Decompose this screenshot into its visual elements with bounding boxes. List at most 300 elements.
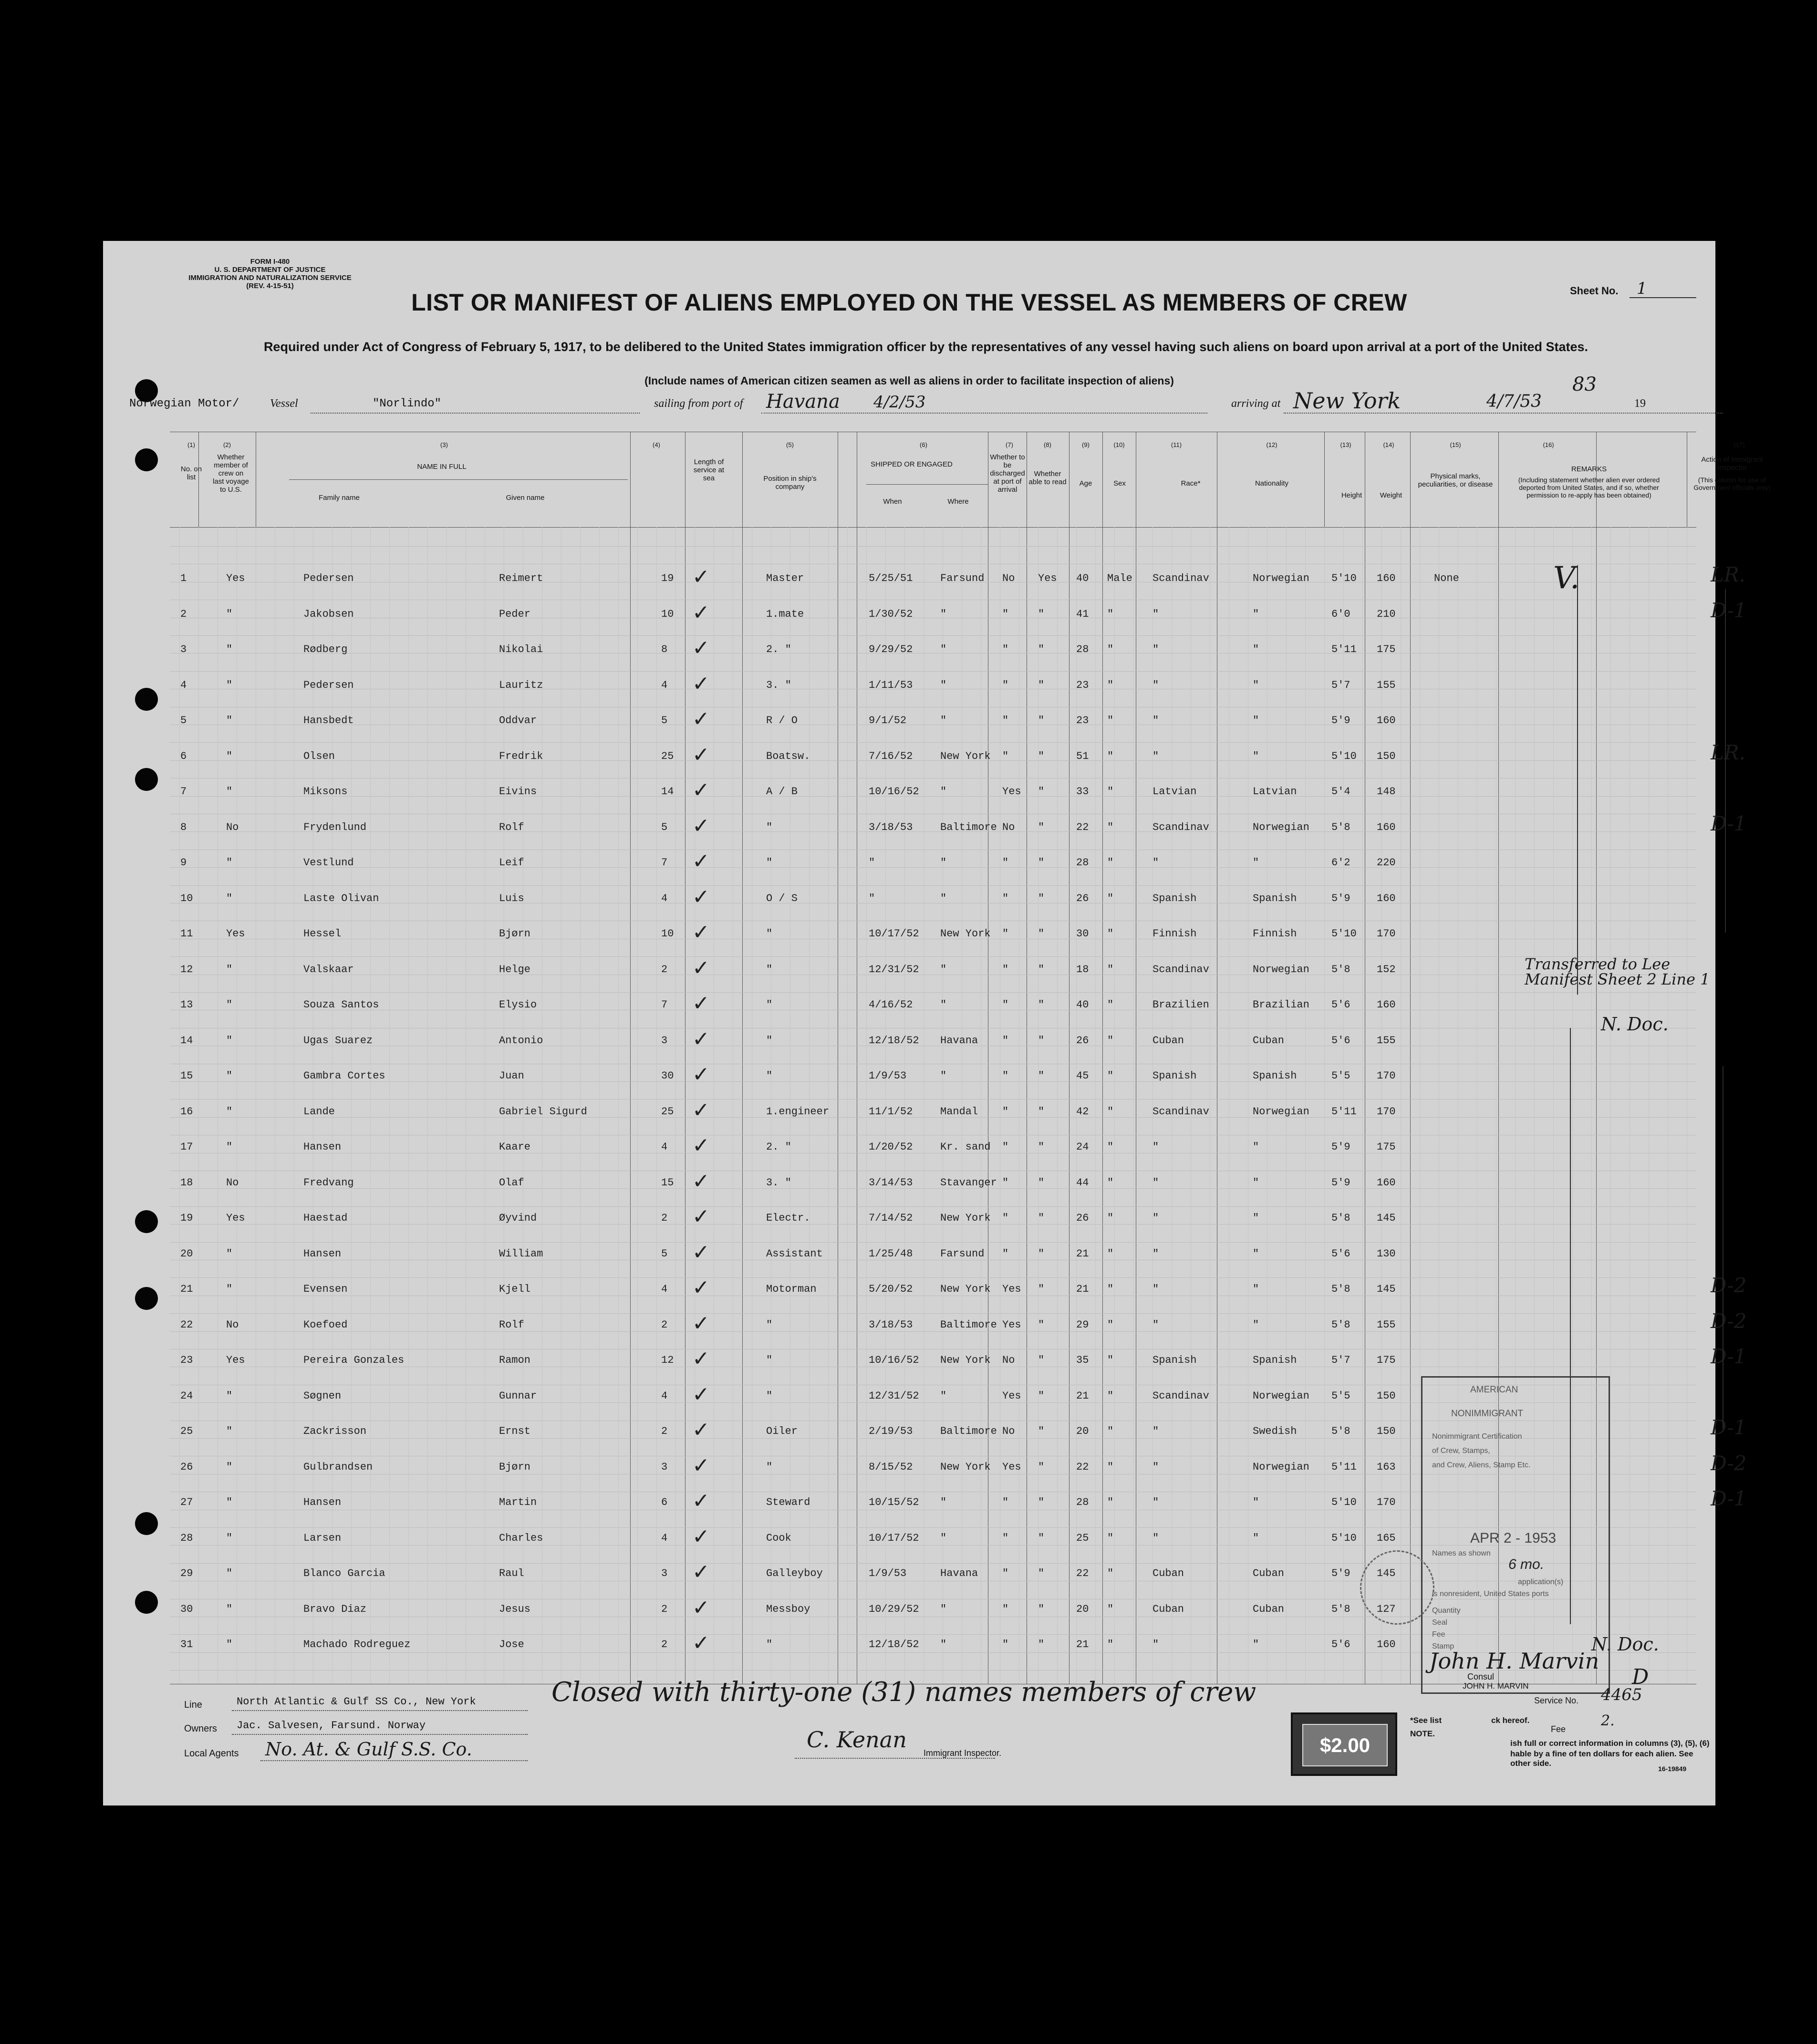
cell-num: 14 xyxy=(180,1034,193,1047)
cell-given: Charles xyxy=(499,1532,543,1544)
cell-num: 20 xyxy=(180,1247,193,1260)
cell-service: 12 xyxy=(661,1354,674,1366)
cell-num: 5 xyxy=(180,715,187,726)
cell-height: 5'11 xyxy=(1331,1461,1357,1473)
cell-num: 15 xyxy=(180,1070,193,1082)
cell-member: " xyxy=(226,1639,233,1650)
cell-when: 12/18/52 xyxy=(869,1639,919,1650)
column-number: (5) xyxy=(786,441,794,448)
cell-weight: 175 xyxy=(1377,1141,1396,1153)
sheet-number: 1 xyxy=(1637,279,1647,298)
cell-sex: " xyxy=(1107,1105,1114,1118)
cell-sex: " xyxy=(1107,1283,1114,1295)
cell-service: 10 xyxy=(661,928,674,940)
cell-nationality: " xyxy=(1253,1532,1259,1544)
cell-family: Olsen xyxy=(303,750,335,762)
cell-race: " xyxy=(1152,1532,1159,1544)
cell-where: " xyxy=(940,1070,947,1082)
cell-member: " xyxy=(226,643,233,655)
cell-race: Scandinav xyxy=(1152,963,1209,975)
cell-num: 7 xyxy=(180,786,187,798)
cell-member: " xyxy=(226,1141,233,1153)
cell-able-read: " xyxy=(1038,608,1045,620)
cell-family: Zackrisson xyxy=(303,1425,367,1437)
cell-height: 5'7 xyxy=(1331,679,1350,691)
cell-member: " xyxy=(226,857,233,869)
cell-given: Olaf xyxy=(499,1176,524,1189)
cell-family: Miksons xyxy=(303,786,348,798)
cell-sex: " xyxy=(1107,643,1114,655)
inspector-action-mark: D-1 xyxy=(1711,1345,1747,1368)
cell-family: Bravo Diaz xyxy=(303,1603,367,1615)
cell-height: 5'10 xyxy=(1331,1496,1357,1508)
cell-race: Spanish xyxy=(1152,1070,1197,1082)
cell-member: " xyxy=(226,892,233,904)
column-number: (6) xyxy=(920,441,927,448)
cell-sex: " xyxy=(1107,750,1114,762)
sheet-label: Sheet No. xyxy=(1570,285,1619,297)
cell-race: Scandinav xyxy=(1152,821,1209,833)
remark-no-doc-1: N. Doc. xyxy=(1601,1014,1669,1035)
cell-sex: " xyxy=(1107,1141,1114,1153)
cell-weight: 150 xyxy=(1377,1425,1396,1437)
cell-weight: 170 xyxy=(1377,1070,1396,1082)
header-able-read: Whether able to read xyxy=(1028,470,1067,486)
binder-hole xyxy=(135,448,158,471)
cell-age: 26 xyxy=(1076,1212,1089,1224)
cell-member: Yes xyxy=(226,572,245,584)
stamp-line: and Crew, Aliens, Stamp Etc. xyxy=(1432,1461,1531,1469)
check-mark-icon: ✓ xyxy=(692,600,710,625)
cell-height: 5'9 xyxy=(1331,1176,1350,1189)
cell-sex: " xyxy=(1107,1318,1114,1331)
cell-given: Ramon xyxy=(499,1354,531,1366)
cell-race: " xyxy=(1152,1283,1159,1295)
cell-family: Evensen xyxy=(303,1283,348,1295)
cell-service: 2 xyxy=(661,1212,668,1224)
cell-race: " xyxy=(1152,857,1159,869)
cell-race: Scandinav xyxy=(1152,572,1209,584)
cell-discharged: " xyxy=(1002,608,1009,620)
cell-sex: " xyxy=(1107,821,1114,833)
cell-where: " xyxy=(940,608,947,620)
cell-age: 29 xyxy=(1076,1318,1089,1331)
cell-discharged: " xyxy=(1002,679,1009,691)
cell-when: 7/14/52 xyxy=(869,1212,913,1224)
cell-family: Fredvang xyxy=(303,1176,354,1189)
name-header-rule xyxy=(289,479,628,480)
cell-weight: 160 xyxy=(1377,715,1396,726)
cell-given: Rolf xyxy=(499,821,524,833)
cell-discharged: " xyxy=(1002,1034,1009,1047)
vessel-name: "Norlindo" xyxy=(373,397,442,410)
table-row xyxy=(170,778,1696,805)
cell-weight: 155 xyxy=(1377,1318,1396,1331)
cell-discharged: " xyxy=(1002,892,1009,904)
table-row xyxy=(170,600,1696,627)
cell-position: " xyxy=(766,1639,773,1650)
column-number: (8) xyxy=(1044,441,1051,448)
cell-given: Reimert xyxy=(499,572,543,584)
binder-hole xyxy=(135,1210,158,1233)
cell-family: Laste Olivan xyxy=(303,892,379,904)
column-number: (17) xyxy=(1734,441,1745,448)
inspector-action-mark: LR. xyxy=(1711,563,1745,586)
cell-age: 42 xyxy=(1076,1105,1089,1118)
cell-sex: " xyxy=(1107,1070,1114,1082)
cell-given: Antonio xyxy=(499,1034,543,1047)
cell-service: 5 xyxy=(661,821,668,833)
page-title: LIST OR MANIFEST OF ALIENS EMPLOYED ON THE VESSEL AS MEMBERS OF CREW xyxy=(411,289,1407,316)
cell-given: Ernst xyxy=(499,1425,531,1437)
cell-member: " xyxy=(226,786,233,798)
cell-weight: 210 xyxy=(1377,608,1396,620)
cell-member: " xyxy=(226,1496,233,1508)
cell-weight: 160 xyxy=(1377,572,1396,584)
cell-num: 13 xyxy=(180,999,193,1011)
cell-weight: 175 xyxy=(1377,1354,1396,1366)
cell-discharged: " xyxy=(1002,1105,1009,1118)
cell-given: Elysio xyxy=(499,999,537,1011)
cell-service: 2 xyxy=(661,1639,668,1650)
header-nationality: Nationality xyxy=(1255,479,1289,488)
cell-position: " xyxy=(766,999,773,1011)
cell-family: Gambra Cortes xyxy=(303,1070,385,1082)
column-number: (12) xyxy=(1266,441,1277,448)
cell-height: 5'10 xyxy=(1331,572,1357,584)
cell-family: Frydenlund xyxy=(303,821,367,833)
cell-num: 9 xyxy=(180,857,187,869)
cell-able-read: " xyxy=(1038,750,1045,762)
cell-age: 22 xyxy=(1076,821,1089,833)
cell-able-read: " xyxy=(1038,1425,1045,1437)
cell-discharged: Yes xyxy=(1002,1461,1021,1473)
cell-member: " xyxy=(226,1105,233,1118)
cell-where: " xyxy=(940,963,947,975)
cell-discharged: " xyxy=(1002,1247,1009,1260)
cell-num: 8 xyxy=(180,821,187,833)
check-mark-icon: ✓ xyxy=(692,1347,710,1371)
cell-height: 5'6 xyxy=(1331,1247,1350,1260)
remark-transfer: Transferred to Lee Manifest Sheet 2 Line 1 xyxy=(1525,955,1710,988)
note-text: ish full or correct information in columns (3), (5), (6) xyxy=(1510,1739,1710,1748)
cell-discharged: " xyxy=(1002,963,1009,975)
year-label: 19 xyxy=(1634,397,1646,410)
cell-nationality: " xyxy=(1253,608,1259,620)
cell-where: " xyxy=(940,857,947,869)
consular-stamp xyxy=(1421,1376,1610,1694)
cell-family: Larsen xyxy=(303,1532,342,1544)
cell-discharged: " xyxy=(1002,1141,1009,1153)
cell-position: Cook xyxy=(766,1532,791,1544)
inspector-signature: C. Kenan xyxy=(807,1727,907,1753)
cell-race: " xyxy=(1152,1176,1159,1189)
cell-able-read: " xyxy=(1038,999,1045,1011)
cell-family: Pedersen xyxy=(303,572,354,584)
inspector-action-mark: D-2 xyxy=(1711,1451,1747,1475)
cell-discharged: " xyxy=(1002,750,1009,762)
cell-position: " xyxy=(766,1461,773,1473)
cell-member: No xyxy=(226,1176,239,1189)
cell-height: 5'10 xyxy=(1331,1532,1357,1544)
cell-age: 33 xyxy=(1076,786,1089,798)
stamp-line: application(s) xyxy=(1518,1578,1564,1586)
column-number: (11) xyxy=(1171,441,1182,448)
cell-race: " xyxy=(1152,643,1159,655)
cell-nationality: " xyxy=(1253,1247,1259,1260)
cell-given: Oddvar xyxy=(499,715,537,726)
cell-when: " xyxy=(869,857,875,869)
cell-when: 1/25/48 xyxy=(869,1247,913,1260)
cell-height: 5'9 xyxy=(1331,1141,1350,1153)
cell-family: Machado Rodreguez xyxy=(303,1639,411,1650)
cell-member: " xyxy=(226,1461,233,1473)
cell-where: Stavanger xyxy=(940,1176,997,1189)
line-underline xyxy=(232,1710,528,1711)
revision: (REV. 4-15-51) xyxy=(246,282,294,290)
cell-height: 5'5 xyxy=(1331,1070,1350,1082)
table-row xyxy=(170,813,1696,840)
cell-position: " xyxy=(766,1390,773,1402)
cell-nationality: Norwegian xyxy=(1253,1105,1309,1118)
stamp-line: NONIMMIGRANT xyxy=(1451,1409,1523,1419)
cell-where: Farsund xyxy=(940,1247,985,1260)
cell-nationality: Norwegian xyxy=(1253,572,1309,584)
column-number: (13) xyxy=(1340,441,1351,448)
cell-num: 31 xyxy=(180,1639,193,1650)
grid-rule xyxy=(170,1242,1696,1243)
cell-when: 8/15/52 xyxy=(869,1461,913,1473)
cell-position: Electr. xyxy=(766,1212,810,1224)
cell-weight: 220 xyxy=(1377,857,1396,869)
cell-able-read: " xyxy=(1038,1603,1045,1615)
cell-where: " xyxy=(940,1390,947,1402)
cell-where: Mandal xyxy=(940,1105,978,1118)
grid-rule xyxy=(170,1277,1696,1278)
check-mark-icon: ✓ xyxy=(692,849,710,873)
cell-height: 5'6 xyxy=(1331,1034,1350,1047)
cell-when: 3/18/53 xyxy=(869,821,913,833)
cell-weight: 130 xyxy=(1377,1247,1396,1260)
cell-able-read: " xyxy=(1038,1390,1045,1402)
cell-num: 18 xyxy=(180,1176,193,1189)
inspector-action-mark: D-1 xyxy=(1711,1487,1747,1510)
cell-weight: 152 xyxy=(1377,963,1396,975)
arriving-label: arriving at xyxy=(1231,397,1281,410)
cell-able-read: " xyxy=(1038,1176,1045,1189)
cell-sex: " xyxy=(1107,1425,1114,1437)
cell-sex: " xyxy=(1107,715,1114,726)
cell-when: 1/20/52 xyxy=(869,1141,913,1153)
grid-rule xyxy=(170,546,1696,547)
cell-race: " xyxy=(1152,1425,1159,1437)
cell-height: 5'5 xyxy=(1331,1390,1350,1402)
cell-when: 10/15/52 xyxy=(869,1496,919,1508)
cell-family: Gulbrandsen xyxy=(303,1461,373,1473)
cell-nationality: Latvian xyxy=(1253,786,1297,798)
cell-sex: " xyxy=(1107,1461,1114,1473)
cell-height: 5'8 xyxy=(1331,1212,1350,1224)
binder-hole xyxy=(135,768,158,791)
vessel-label: Vessel xyxy=(270,397,298,410)
cell-age: 35 xyxy=(1076,1354,1089,1366)
cell-discharged: No xyxy=(1002,1425,1015,1437)
inspector-action-mark: D-2 xyxy=(1711,1274,1747,1297)
cell-height: 5'7 xyxy=(1331,1354,1350,1366)
grid-rule xyxy=(170,1099,1696,1100)
form-code: 16-19849 xyxy=(1658,1765,1687,1773)
cell-sex: " xyxy=(1107,1567,1114,1579)
column-number: (7) xyxy=(1006,441,1013,448)
cell-num: 21 xyxy=(180,1283,193,1295)
cell-discharged: " xyxy=(1002,1603,1009,1615)
cell-position: Assistant xyxy=(766,1247,823,1260)
table-row xyxy=(170,920,1696,947)
header-weight: Weight xyxy=(1380,491,1402,499)
cell-physical: None xyxy=(1434,572,1459,584)
sailing-label: sailing from port of xyxy=(654,397,743,410)
cell-nationality: Spanish xyxy=(1253,1070,1297,1082)
cell-discharged: " xyxy=(1002,1567,1009,1579)
cell-sex: " xyxy=(1107,1247,1114,1260)
column-number: (16) xyxy=(1543,441,1554,448)
check-mark-icon: ✓ xyxy=(692,884,710,909)
cell-height: 5'8 xyxy=(1331,1318,1350,1331)
consular-seal xyxy=(1360,1550,1434,1625)
cell-position: Steward xyxy=(766,1496,810,1508)
cell-discharged: " xyxy=(1002,1639,1009,1650)
table-row xyxy=(170,742,1696,769)
cell-able-read: " xyxy=(1038,1354,1045,1366)
service-label: Service No. xyxy=(1534,1696,1579,1705)
cell-nationality: Norwegian xyxy=(1253,963,1309,975)
table-row xyxy=(170,1276,1696,1302)
cell-weight: 160 xyxy=(1377,1176,1396,1189)
cell-race: Scandinav xyxy=(1152,1105,1209,1118)
check-mark-icon: ✓ xyxy=(692,1631,710,1655)
cell-service: 3 xyxy=(661,1567,668,1579)
header-action: Action of Immigrant Inspector xyxy=(1701,456,1763,472)
cell-able-read: " xyxy=(1038,821,1045,833)
cell-height: 5'8 xyxy=(1331,1283,1350,1295)
cell-member: " xyxy=(226,963,233,975)
cell-when: 9/29/52 xyxy=(869,643,913,655)
cell-given: Leif xyxy=(499,857,524,869)
cell-age: 20 xyxy=(1076,1603,1089,1615)
cell-service: 4 xyxy=(661,1283,668,1295)
cell-family: Søgnen xyxy=(303,1390,342,1402)
cell-family: Lande xyxy=(303,1105,335,1118)
cell-when: 12/31/52 xyxy=(869,963,919,975)
cell-position: 2. " xyxy=(766,1141,791,1153)
cell-when: 9/1/52 xyxy=(869,715,907,726)
cell-race: " xyxy=(1152,1461,1159,1473)
cell-race: " xyxy=(1152,750,1159,762)
cell-able-read: " xyxy=(1038,643,1045,655)
header-when: When xyxy=(883,498,902,506)
cell-position: " xyxy=(766,1318,773,1331)
cell-service: 6 xyxy=(661,1496,668,1508)
header-family-name: Family name xyxy=(319,494,360,502)
owners-value: Jac. Salvesen, Farsund. Norway xyxy=(237,1720,426,1732)
manifest-sheet xyxy=(103,241,1771,1805)
remark-check: V. xyxy=(1553,560,1580,596)
cell-race: " xyxy=(1152,1247,1159,1260)
cell-weight: 160 xyxy=(1377,1639,1396,1650)
cell-position: " xyxy=(766,1354,773,1366)
grid-rule xyxy=(170,956,1696,957)
binder-hole xyxy=(135,1287,158,1310)
cell-where: Havana xyxy=(940,1567,978,1579)
cell-weight: 170 xyxy=(1377,1496,1396,1508)
cell-service: 2 xyxy=(661,1318,668,1331)
check-mark-icon: ✓ xyxy=(692,636,710,660)
header-discharged: Whether to be discharged at port of arrival xyxy=(990,453,1025,494)
page-number: 83 xyxy=(1572,374,1597,395)
header-no-on-list: No. on list xyxy=(180,465,202,481)
cell-given: Øyvind xyxy=(499,1212,537,1224)
cell-race: Scandinav xyxy=(1152,1390,1209,1402)
cell-sex: " xyxy=(1107,857,1114,869)
cell-discharged: " xyxy=(1002,1212,1009,1224)
cell-sex: " xyxy=(1107,1390,1114,1402)
cell-height: 5'8 xyxy=(1331,821,1350,833)
stamp-date: APR 2 - 1953 xyxy=(1470,1530,1557,1546)
check-mark-icon: ✓ xyxy=(692,1382,710,1407)
check-mark-icon: ✓ xyxy=(692,1489,710,1513)
remark-ditto-line xyxy=(1577,565,1578,995)
cell-member: Yes xyxy=(226,1212,245,1224)
cell-able-read: " xyxy=(1038,1283,1045,1295)
cell-able-read: " xyxy=(1038,1247,1045,1260)
header-given-name: Given name xyxy=(506,494,545,502)
cell-position: 1.engineer xyxy=(766,1105,830,1118)
cell-when: 10/17/52 xyxy=(869,928,919,940)
cell-nationality: Spanish xyxy=(1253,892,1297,904)
cell-given: William xyxy=(499,1247,543,1260)
header-action-sub: (This column for use of Government officials only) xyxy=(1693,476,1771,491)
cell-when: 12/18/52 xyxy=(869,1034,919,1047)
note-text-2: hable by a fine of ten dollars for each alien. See other side. xyxy=(1510,1749,1693,1768)
cell-position: 3. " xyxy=(766,1176,791,1189)
cell-discharged: Yes xyxy=(1002,1390,1021,1402)
cell-height: 5'10 xyxy=(1331,928,1357,940)
check-mark-icon: ✓ xyxy=(692,1311,710,1336)
form-number: FORM I-480 xyxy=(250,258,290,266)
check-mark-icon: ✓ xyxy=(692,778,710,802)
stamp-line: AMERICAN xyxy=(1470,1385,1518,1395)
cell-num: 27 xyxy=(180,1496,193,1508)
cell-member: No xyxy=(226,1318,239,1331)
consul-name: JOHN H. MARVIN xyxy=(1463,1681,1529,1691)
cell-where: " xyxy=(940,715,947,726)
consul-label: Consul xyxy=(1467,1672,1495,1681)
cell-race: " xyxy=(1152,1212,1159,1224)
table-row xyxy=(170,1062,1696,1089)
cell-given: Gabriel Sigurd xyxy=(499,1105,587,1118)
table-row xyxy=(170,707,1696,734)
cell-position: Galleyboy xyxy=(766,1567,823,1579)
cell-service: 3 xyxy=(661,1034,668,1047)
header-race: Race* xyxy=(1181,479,1201,488)
cell-num: 25 xyxy=(180,1425,193,1437)
cell-nationality: Cuban xyxy=(1253,1567,1285,1579)
cell-num: 22 xyxy=(180,1318,193,1331)
table-row xyxy=(170,671,1696,698)
check-mark-icon: ✓ xyxy=(692,1133,710,1158)
cell-nationality: " xyxy=(1253,679,1259,691)
cell-sex: " xyxy=(1107,928,1114,940)
